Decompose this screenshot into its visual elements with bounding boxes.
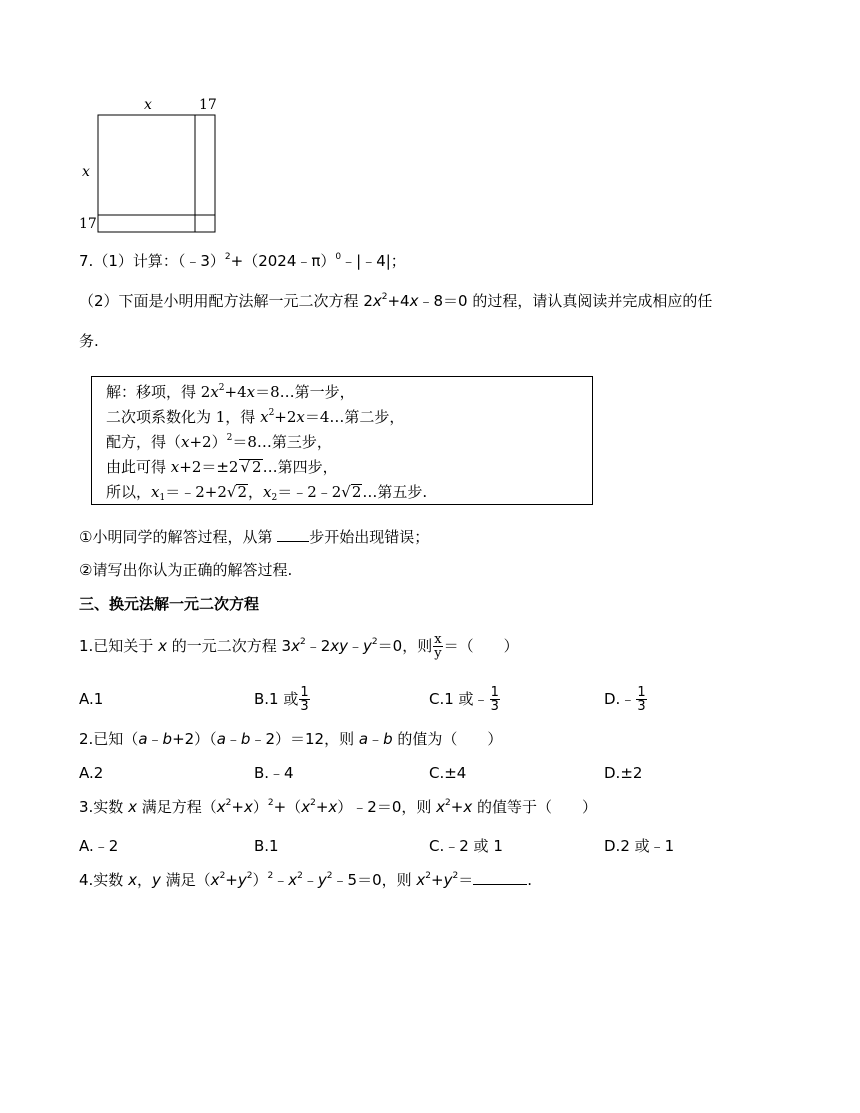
solution-line-3: 配方，得$(x+2)^2=8\dots$第三步， xyxy=(106,433,332,451)
task-1: ①小明同学的解答过程，从第 步开始出现错误； xyxy=(79,528,430,546)
problem-1-stem: 1.已知关于 x 的一元二次方程 $3x^2﹣2xy﹣y^2=0$，则 $\frac{x}{y}$ ＝（ ） xyxy=(79,632,519,661)
q7-part2: （2）下面是小明用配方法解一元二次方程 $2x^2+4x﹣8=0$ 的过程，请认真阅读并完成相应的任 xyxy=(79,292,713,310)
problem-3-stem: 3.实数 x 满足方程$(x^2+x)^2+(x^2+x)﹣2=0$，则 $x^2+x$ 的值等于（ ） xyxy=(79,798,598,816)
problem-4-stem: 4.实数 x，y 满足$(x^2+y^2)^2﹣x^2﹣y^2﹣5=0$，则 $x^2+y^2=$ . xyxy=(79,871,533,889)
solution-line-1: 解：移项，得 $2x^2+4x=8\dots$第一步， xyxy=(106,383,355,401)
problem-2-option-b[interactable]: B.﹣4 xyxy=(254,764,294,782)
solution-box xyxy=(91,376,593,505)
square-figure xyxy=(78,98,228,238)
sqrt-symbol: √ xyxy=(341,483,351,501)
problem-1-option-d[interactable]: D.﹣ $\frac{1}{3}$ xyxy=(604,685,646,714)
problem-3-option-b[interactable]: B.1 xyxy=(254,837,279,855)
sqrt-symbol: √ xyxy=(240,458,251,476)
problem-2-option-d[interactable]: D.±2 xyxy=(604,764,643,782)
q7-part1: 7.（1）计算：（﹣3）$^2$+（2024﹣π）$^0$﹣|﹣4|； xyxy=(79,252,406,270)
problem-1-option-c[interactable]: C.1 或﹣ $\frac{1}{3}$ xyxy=(429,685,499,714)
square-diagram xyxy=(78,98,228,238)
problem-3-option-a[interactable]: A.﹣2 xyxy=(79,837,119,855)
solution-line-4: 由此可得 x+2＝±2 √ 2…第四步， xyxy=(106,458,338,476)
problem-1-option-a[interactable]: A.1 xyxy=(79,690,104,708)
problem-2-option-a[interactable]: A.2 xyxy=(79,764,104,782)
section-title: 三、换元法解一元二次方程 xyxy=(79,595,260,613)
figure-label-x-top: x xyxy=(144,97,152,113)
problem-1-option-b[interactable]: B.1 或 $\frac{1}{3}$ xyxy=(254,685,309,714)
figure-label-17-top: 17 xyxy=(199,97,217,113)
sqrt-symbol: √ xyxy=(226,483,237,501)
fraction-x-over-y: $\frac{x}{y}$ xyxy=(434,632,442,661)
figure-label-x-left: x xyxy=(82,164,90,180)
problem-2-stem: 2.已知（a﹣b+2）（a﹣b﹣2）＝12，则 a﹣b 的值为（ ） xyxy=(79,730,503,748)
task-2: ②请写出你认为正确的解答过程. xyxy=(79,561,293,579)
problem-3-option-d[interactable]: D.2 或﹣1 xyxy=(604,837,675,855)
problem-3-option-c[interactable]: C.﹣2 或 1 xyxy=(429,837,503,855)
solution-line-2: 二次项系数化为 1，得 $x^2+2x=4\dots$第二步， xyxy=(106,408,405,426)
q7-part2-cont: 务. xyxy=(79,332,99,350)
problem-2-option-c[interactable]: C.±4 xyxy=(429,764,467,782)
answer-blank[interactable] xyxy=(277,527,309,542)
solution-line-5: 所以，$x_1=﹣2+2√2$，$x_2=﹣2﹣2√2\dots$第五步. xyxy=(106,483,428,503)
figure-label-17-left: 17 xyxy=(79,216,97,232)
answer-blank[interactable] xyxy=(473,870,527,885)
